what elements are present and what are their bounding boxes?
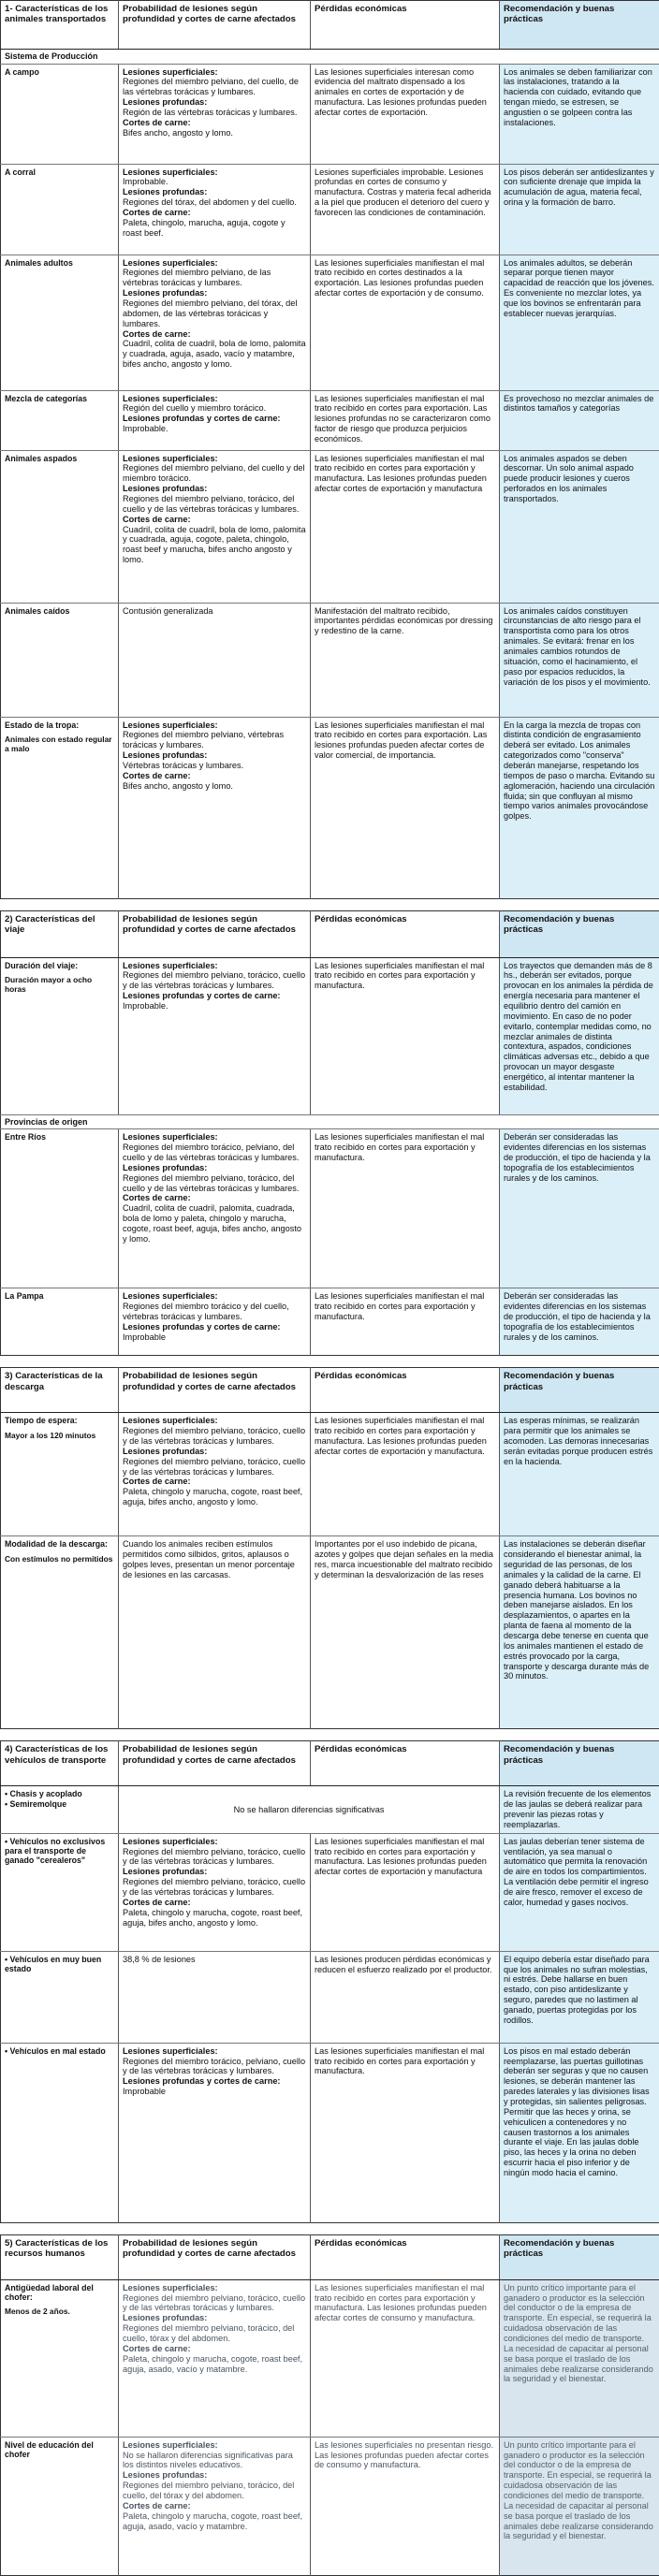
row-sublabel: Con estímulos no permitidos [5,1555,114,1565]
row-label: Animales aspados [5,454,77,463]
recommendation-cell: Los animales caídos constituyen circunstancias de alto riesgo para el transportista como para los otros animales. Se evitará: frenar en los animales cambios rotundos de situación, como el hacinamiento, el paso por espacios reducidos, la variación de los pisos y el movimiento. [500,603,659,717]
line: Región de las vértebras torácicas y lumbares. [123,108,297,117]
line: Regiones del miembro torácico, pelviano, cuello y de las vértebras torácicas y lumbares. [123,2057,305,2076]
table-row [1,164,659,255]
loss-cell: Las lesiones superficiales manifiestan el mal trato recibido en cortes para exportación. Las lesiones profundas no se caracterizaron como factor de riesgo que produzca perjuicios económicos. [311,390,500,450]
line: Lesiones profundas y cortes de carne: [123,414,306,424]
section-1-table [0,0,659,899]
line: Regiones del miembro pelviano, del cuello, de las vértebras torácicas y lumbares. [123,77,299,96]
col-header-perdidas: Pérdidas económicas [311,1,500,50]
col-header-probabilidad: Probabilidad de lesiones según profundidad y cortes de carne afectados [119,1741,311,1786]
loss-cell: Las lesiones superficiales manifiestan el mal trato recibido en cortes para exportación y manufactura. Las lesiones profundas pueden afectar cortes de exportación y manufactura [311,450,500,603]
line: 38,8 % de lesiones [123,1955,196,1964]
injury-cell [119,2279,311,2437]
table-row [1,603,659,717]
injury-cell [119,450,311,603]
table-row [1,2437,659,2575]
row-label: Estado de la tropa: [5,720,79,730]
line: Vértebras torácicas y lumbares. [123,761,243,770]
row-label: • Vehículos no exclusivos para el transporte de ganado "cerealeros" [5,1837,105,1866]
line: Lesiones superficiales: [123,454,306,464]
loss-cell: Importantes por el uso indebido de picana, azotes y golpes que dejan señales en la media res, marca incuestionable del maltrato recibido y determinan la desvalorización de las reses [311,1536,500,1729]
line: Lesiones profundas y cortes de carne: [123,2076,306,2087]
line: Regiones del miembro pelviano, torácico, del cuello y de las vértebras torácicas y lumbares. [123,494,299,514]
injury-cell [119,2043,311,2222]
row-sublabel: Duración mayor a ocho horas [5,976,114,995]
loss-cell: Las lesiones superficiales manifiestan el mal trato recibido en cortes para exportación y manufactura. [311,1288,500,1356]
loss-cell: Las lesiones superficiales manifiestan el mal trato recibido en cortes destinados a la exportación. Las lesiones profundas pueden afectar cortes de exportación y de consumo. [311,255,500,390]
line: Lesiones superficiales: [123,1416,306,1426]
injury-cell [119,164,311,255]
line: Lesiones profundas: [123,97,306,108]
recommendation-cell: Las jaulas deberían tener sistema de ventilación, ya sea manual o automático que permita la renovación de aire en todos los compartimientos. La ventilación debe permitir el ingreso de aire fresco, remover el exceso de calor, humedad y gases nocivos. [500,1833,659,1951]
recommendation-cell: Las esperas mínimas, se realizarán para permitir que los animales se acomoden. Las demoras innecesarias serán evitadas porque producen estrés en la hacienda. [500,1413,659,1536]
line: Paleta, chingolo, marucha, aguja, cogote y roast beef. [123,218,286,238]
line: Lesiones superficiales: [123,2440,306,2451]
line: Cuadril, colita de cuadril, palomita, cuadrada, bola de lomo y paleta, chingolo y marucha, cogote, roast beef, aguja, bifes ancho, angosto y lomo. [123,1203,301,1244]
row-label: A campo [5,67,39,77]
row-label: Tiempo de espera: [5,1416,78,1425]
row-label: Antigüedad laboral del chofer: [5,2283,94,2302]
line: Lesiones profundas: [123,1163,306,1173]
col-header-perdidas: Pérdidas económicas [311,910,500,957]
recommendation-cell: Es provechoso no mezclar animales de distintos tamaños y categorías [500,390,659,450]
row-label: La Pampa [5,1291,44,1301]
recommendation-cell: Deberán ser consideradas las evidentes diferencias en los sistemas de producción, el tipo de hacienda y la topografía de los establecimientos rurales y de los caminos. [500,1129,659,1288]
col-header-recomendacion: Recomendación y buenas prácticas [500,910,659,957]
line: Regiones del miembro pelviano, torácico, cuello y de las vértebras torácicas y lumbares. [123,1457,305,1477]
subheader-provincias: Provincias de origen [1,1114,659,1129]
col-header-recomendacion: Recomendación y buenas prácticas [500,2234,659,2279]
row-label: Animales caídos [5,606,69,616]
line: Regiones del miembro pelviano, torácico, del cuello, tórax y del abdomen. [123,2323,294,2343]
table-row [1,64,659,164]
line: Regiones del miembro pelviano, torácico, del cuello y de las vértebras torácicas y lumbares. [123,1173,299,1193]
line: Lesiones profundas: [123,750,306,761]
line: Paleta, chingolo y marucha, cogote, roast beef, aguja, asado, vacío y matambre. [123,2511,302,2531]
col-header-recomendacion: Recomendación y buenas prácticas [500,1368,659,1413]
table-row [1,1833,659,1951]
loss-cell: Las lesiones superficiales manifiestan el mal trato recibido en cortes para exportación y manufactura. Las lesiones profundas pueden afectar cortes de consumo y manufactura. [311,2279,500,2437]
no-difference-note: No se hallaron diferencias significativas [119,1786,500,1833]
line: Regiones del miembro torácico y del cuello, vértebras torácicas y lumbares. [123,1302,289,1321]
row-label: • Vehículos en muy buen estado [5,1955,101,1973]
row-label: • Chasis y acoplado [5,1789,114,1798]
table-row [1,717,659,898]
line: Cuando los animales reciben estímulos permitidos como silbidos, gritos, aplausos o golpes leves, presentan un menor porcentaje de lesiones en las carcasas. [123,1539,295,1579]
line: Lesiones superficiales: [123,167,306,178]
line: Regiones del miembro pelviano, del tórax, del abdomen, de las vértebras torácicas y lumbares. [123,298,297,328]
line: Regiones del miembro pelviano, torácico, cuello y de las vértebras torácicas y lumbares. [123,2293,305,2313]
line: Regiones del miembro pelviano, vértebras torácicas y lumbares. [123,730,284,750]
row-label: Animales adultos [5,258,73,268]
injury-cell [119,717,311,898]
line: Cortes de carne: [123,2501,306,2511]
injury-cell [119,2437,311,2575]
loss-cell: Las lesiones superficiales manifiestan el mal trato recibido en cortes para exportación y manufactura. [311,957,500,1114]
line: Región del cuello y miembro torácico. [123,403,266,413]
col-header-recomendacion: Recomendación y buenas prácticas [500,1,659,50]
injury-cell [119,1129,311,1288]
line: Lesiones profundas: [123,1447,306,1457]
line: Lesiones superficiales: [123,1291,306,1302]
section-2-title: 2) Características del viaje [1,910,119,957]
recommendation-cell: Los pisos deberán ser antideslizantes y con suficiente drenaje que impida la acumulación de agua, materia fecal, orina y la formación de barro. [500,164,659,255]
recommendation-cell: Un punto crítico importante para el ganadero o productor es la selección del conductor o de la empresa de transporte. En especial, se requerirá la cuidadosa observación de las condiciones del medio de transporte. La necesidad de capacitar al personal se basa porque el traslado de los animales debe realizarse considerando la seguridad y el bienestar. [500,2279,659,2437]
line: Improbable. [123,177,168,186]
subheader-sistema-produccion: Sistema de Producción [1,50,659,65]
loss-cell: Las lesiones superficiales manifiestan el mal trato recibido en cortes para exportación y manufactura. Las lesiones profundas pueden afectar cortes de exportación y manufactura. [311,1413,500,1536]
line: Improbable [123,2087,166,2096]
injury-cell [119,603,311,717]
line: Lesiones profundas: [123,187,306,197]
recommendation-cell: Los pisos en mal estado deberán reemplazarse, las puertas guillotinas deberán ser seguras y que no causen lesiones, se deberán mantener las paredes laterales y las divisiones lisas y protegidas, sin salientes peligrosas. Permitir que las heces y orina, se vehiculicen a contenedores y no causen trastornos a los animales durante el viaje. En las jaulas doble piso, las heces y la orina no deben escurrir hacia el piso inferior y de ningún modo hacia el camino. [500,2043,659,2222]
row-label: A corral [5,167,36,177]
col-header-perdidas: Pérdidas económicas [311,1741,500,1786]
line: Regiones del miembro pelviano, torácico, cuello y de las vértebras torácicas y lumbares. [123,970,305,990]
table-row [1,1536,659,1729]
line: Regiones del miembro pelviano, de las vértebras torácicas y lumbares. [123,268,271,287]
line: Cortes de carne: [123,329,306,340]
col-header-probabilidad: Probabilidad de lesiones según profundidad y cortes de carne afectados [119,2234,311,2279]
line: Cuadril, colita de cuadril, bola de lomo, palomita y cuadrada, aguja, asado, vacío y matambre, bifes ancho, angosto y lomo. [123,339,306,369]
table-row [1,1129,659,1288]
line: Lesiones profundas: [123,1867,306,1877]
line: Cortes de carne: [123,515,306,525]
table-row [1,390,659,450]
injury-cell [119,957,311,1114]
line: Improbable. [123,1001,168,1011]
line: Cortes de carne: [123,2344,306,2354]
injury-cell [119,64,311,164]
row-label: Modalidad de la descarga: [5,1539,108,1549]
line: Cortes de carne: [123,1193,306,1203]
row-label: Nivel de educación del chofer [5,2440,94,2459]
line: Regiones del tórax, del abdomen y del cuello. [123,197,297,207]
line: Regiones del miembro pelviano, torácico, cuello y de las vértebras torácicas y lumbares. [123,1877,305,1897]
col-header-probabilidad: Probabilidad de lesiones según profundidad y cortes de carne afectados [119,1368,311,1413]
loss-cell: Las lesiones superficiales manifiestan el mal trato recibido en cortes para exportación y manufactura. [311,1129,500,1288]
line: Lesiones superficiales: [123,1132,306,1142]
line: Cuadril, colita de cuadril, bola de lomo, palomita y cuadrada, aguja, cogote, paleta, chingolo, roast beef y marucha, bifes ancho angosto y lomo. [123,525,306,565]
loss-cell: Las lesiones producen pérdidas económicas y reducen el esfuerzo realizado por el productor. [311,1951,500,2043]
row-label: Mezcla de categorías [5,394,87,403]
section-2-table [0,910,659,1357]
line: Regiones del miembro torácico, pelviano, del cuello y de las vértebras torácicas y lumbares. [123,1142,299,1162]
section-3-table [0,1367,659,1729]
row-label: • Semiremolque [5,1799,114,1809]
line: Lesiones profundas: [123,2313,306,2323]
loss-cell: Las lesiones superficiales manifiestan el mal trato recibido en cortes para exportación y manufactura. Las lesiones profundas pueden afectar cortes de exportación y manufactura [311,1833,500,1951]
recommendation-cell: El equipo debería estar diseñado para que los animales no sufran molestias, ni estrés. Debe hallarse en buen estado, con piso antideslizante y seguro, paredes que no lastimen al ganado, puertas protegidas por los rodillos. [500,1951,659,2043]
loss-cell: Las lesiones superficiales interesan como evidencia del maltrato dispensado a los animales en cortes de exportación y de manufactura. Las lesiones profundas pueden afectar cortes de exportación. [311,64,500,164]
injury-cell [119,390,311,450]
table-row [1,2279,659,2437]
line: Contusión generalizada [123,606,213,616]
section-4-title: 4) Características de los vehículos de transporte [1,1741,119,1786]
table-row [1,1413,659,1536]
line: Paleta, chingolo y marucha, cogote, roast beef, aguja, asado, vacío y matambre. [123,2354,302,2374]
line: Cortes de carne: [123,118,306,128]
line: Regiones del miembro pelviano, torácico, cuello y de las vértebras torácicas y lumbares. [123,1847,305,1867]
table-row [1,957,659,1114]
table-row [1,450,659,603]
col-header-probabilidad: Probabilidad de lesiones según profundidad y cortes de carne afectados [119,910,311,957]
line: Improbable [123,1332,166,1342]
line: Lesiones superficiales: [123,67,306,78]
line: Cortes de carne: [123,1477,306,1487]
recommendation-cell: Los animales aspados se deben descornar. Un solo animal aspado puede producir lesiones y cueros perforados en los animales transportados. [500,450,659,603]
line: Lesiones superficiales: [123,2283,306,2293]
line: Lesiones superficiales: [123,1837,306,1847]
row-sublabel: Mayor a los 120 minutos [5,1432,114,1441]
line: Lesiones superficiales: [123,720,306,731]
line: Cortes de carne: [123,771,306,781]
col-header-perdidas: Pérdidas económicas [311,2234,500,2279]
line: Lesiones superficiales: [123,2046,306,2057]
loss-cell: Manifestación del maltrato recibido, importantes pérdidas económicas por dressing y redestino de la carne. [311,603,500,717]
line: Bifes ancho, angosto y lomo. [123,781,233,791]
loss-cell: Las lesiones superficiales no presentan riesgo. Las lesiones profundas pueden afectar cortes de consumo y manufactura. [311,2437,500,2575]
loss-cell: Las lesiones superficiales manifiestan el mal trato recibido en cortes para exportación. Las lesiones profundas pueden afectar cortes de valor comercial, de importancia. [311,717,500,898]
row-label: Duración del viaje: [5,961,78,970]
line: No se hallaron diferencias significativas para los distintos niveles educativos. [123,2451,293,2470]
line: Lesiones superficiales: [123,961,306,971]
injury-cell [119,1951,311,2043]
line: Cortes de carne: [123,1898,306,1908]
line: Lesiones profundas y cortes de carne: [123,991,306,1001]
table-row [1,2043,659,2222]
recommendation-cell: Los animales se deben familiarizar con las instalaciones, tratando a la hacienda con cuidado, evitando que tengan miedo, se estresen, se angustien o se golpeen contra las instalaciones. [500,64,659,164]
injury-cell [119,255,311,390]
loss-cell: Lesiones superficiales improbable. Lesiones profundas en cortes de consumo y manufactura. Costras y materia fecal adherida a la piel que producen el deterioro del cuero y favorecen las condiciones de contaminación. [311,164,500,255]
section-3-title: 3) Características de la descarga [1,1368,119,1413]
line: Lesiones superficiales: [123,258,306,269]
line: Lesiones profundas: [123,2470,306,2481]
injury-cell [119,1536,311,1729]
recommendation-cell: Los animales adultos, se deberán separar porque tienen mayor capacidad de reacción que los jóvenes. Es conveniente no mezclar lotes, ya que los bovinos se enfrentarán para establecer nuevas jerarquías. [500,255,659,390]
line: Lesiones profundas: [123,288,306,298]
recommendation-cell: Los trayectos que demanden más de 8 hs., deberán ser evitados, porque provocan en los animales la pérdida de energía necesaria para mantener el equilibrio dentro del camión en movimiento. En caso de no poder evitarlo, contemplar medidas como, no mezclar animales de distinta contextura, aspados, condiciones climáticas adversas etc., debido a que provocan un mayor desgaste energético, al intentar mantener la estabilidad. [500,957,659,1114]
recommendation-cell: Las instalaciones se deberán diseñar considerando el bienestar animal, la seguridad de las personas, de los animales y la calidad de la carne. El ganado deberá habituarse a la presencia humana. Los bovinos no deben manejarse aislados. En los desplazamientos, o apartes en la planta de faena al momento de la descarga debe tenerse en cuenta que los animales mantienen el estado de estrés provocado por la carga, transporte y descarga durante más de 30 minutos. [500,1536,659,1729]
row-label: • Vehículos en mal estado [5,2046,106,2056]
line: Paleta, chingolo y marucha, cogote, roast beef, aguja, bifes ancho, angosto y lomo. [123,1487,302,1506]
injury-cell [119,1288,311,1356]
line: Improbable. [123,424,168,433]
table-row [1,1786,659,1833]
col-header-recomendacion: Recomendación y buenas prácticas [500,1741,659,1786]
table-row [1,1288,659,1356]
recommendation-cell: Deberán ser consideradas las evidentes diferencias en los sistemas de producción, el tipo de hacienda y la topografía de los establecimientos rurales y de los caminos. [500,1288,659,1356]
recommendation-cell: La revisión frecuente de los elementos de las jaulas se deberá realizar para prevenir las piezas rotas y reemplazarlas. [500,1786,659,1833]
section-5-table [0,2234,659,2576]
injury-cell [119,1413,311,1536]
line: Lesiones profundas y cortes de carne: [123,1322,306,1332]
section-5-title: 5) Características de los recursos humanos [1,2234,119,2279]
line: Lesiones profundas: [123,484,306,494]
line: Regiones del miembro pelviano, torácico, cuello y de las vértebras torácicas y lumbares. [123,1426,305,1446]
line: Bifes ancho, angosto y lomo. [123,128,233,138]
col-header-perdidas: Pérdidas económicas [311,1368,500,1413]
row-label: Entre Ríos [5,1132,46,1142]
table-row [1,1951,659,2043]
table-row [1,255,659,390]
section-1-title: 1- Características de los animales transportados [1,1,119,50]
injury-cell [119,1833,311,1951]
line: Regiones del miembro pelviano, torácico, del cuello, del tórax y del abdomen. [123,2481,294,2500]
line: Regiones del miembro pelviano, del cuello y del miembro torácico. [123,463,305,483]
line: Paleta, chingolo y marucha, cogote, roast beef, aguja, bifes ancho, angosto y lomo. [123,1908,302,1928]
line: Lesiones superficiales: [123,394,306,404]
recommendation-cell: Un punto crítico importante para el ganadero o productor es la selección del conductor o de la empresa de transporte. En especial, se requerirá la cuidadosa observación de las condiciones del medio de transporte. La necesidad de capacitar al personal se basa porque el traslado de los animales debe realizarse considerando la seguridad y el bienestar. [500,2437,659,2575]
line: Cortes de carne: [123,208,306,218]
recommendation-cell: En la carga la mezcla de tropas con distinta condición de engrasamiento deberá ser evitado. Los animales categorizados como "conserva" deberán manejarse, respetando los tiempos de paso o marcha. Evitando su aglomeración, haciendo una circulación fluida; sin que confluyan al mismo tiempo varios animales provocándose golpes. [500,717,659,898]
row-sublabel: Animales con estado regular a malo [5,735,114,754]
loss-cell: Las lesiones superficiales manifiestan el mal trato recibido en cortes para exportación y manufactura. [311,2043,500,2222]
row-sublabel: Menos de 2 años. [5,2307,114,2317]
section-4-table [0,1740,659,2222]
col-header-probabilidad: Probabilidad de lesiones según profundidad y cortes de carne afectados [119,1,311,50]
